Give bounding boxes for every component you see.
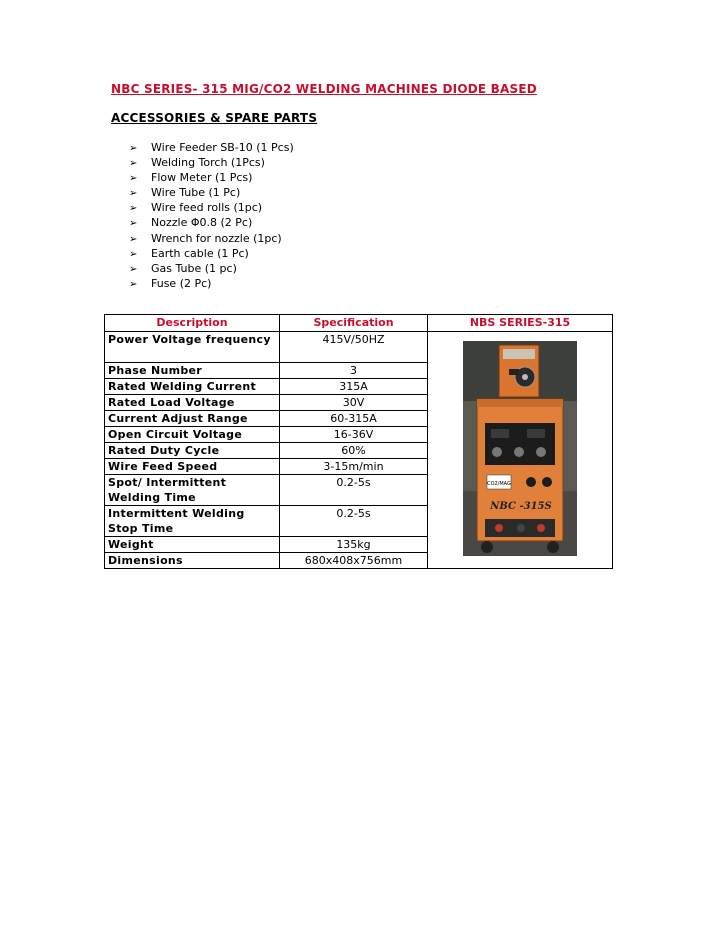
row-value: 0.2-5s [280,475,428,506]
column-header-specification: Specification [280,315,428,332]
row-value: 135kg [280,537,428,553]
welding-machine-image [463,341,577,556]
arrow-bullet-icon: ➢ [129,233,138,245]
accessories-list [129,140,294,291]
row-label: Phase Number [105,363,280,379]
row-value: 30V [280,395,428,411]
machine-photo-cell [428,332,613,569]
model-label: NBC -315S [490,500,552,512]
arrow-bullet-icon: ➢ [129,278,138,290]
row-value: 60-315A [280,411,428,427]
row-label: Power Voltage frequency [105,332,280,363]
table-row [105,332,613,363]
list-item: ➢ Nozzle Φ0.8 (2 Pc) [129,216,253,230]
row-label: Rated Welding Current [105,379,280,395]
arrow-bullet-icon: ➢ [129,203,138,215]
list-item: ➢ Wire feed rolls (1pc) [129,201,263,215]
list-item: ➢ Gas Tube (1 pc) [129,261,237,275]
arrow-bullet-icon: ➢ [129,158,138,170]
arrow-bullet-icon: ➢ [129,173,138,185]
row-value: 415V/50HZ [280,332,428,363]
row-label: Intermittent Welding Stop Time [105,506,280,537]
row-label: Rated Load Voltage [105,395,280,411]
arrow-bullet-icon: ➢ [129,263,138,275]
row-label: Wire Feed Speed [105,459,280,475]
column-header-model: NBS SERIES-315 [428,315,613,332]
arrow-bullet-icon: ➢ [129,143,138,154]
list-item: ➢ Wrench for nozzle (1pc) [129,231,282,245]
row-value: 3-15m/min [280,459,428,475]
list-item: ➢ Flow Meter (1 Pcs) [129,171,253,185]
document-title: NBC SERIES- 315 MIG/CO2 WELDING MACHINES DIODE BASED [111,82,537,96]
arrow-bullet-icon: ➢ [129,188,138,200]
table-header-row [105,315,613,332]
list-item: ➢ Fuse (2 Pc) [129,276,212,290]
arrow-bullet-icon: ➢ [129,248,138,260]
accessories-heading: ACCESSORIES & SPARE PARTS [111,111,318,125]
row-label: Open Circuit Voltage [105,427,280,443]
list-item: ➢ Welding Torch (1Pcs) [129,156,265,170]
arrow-bullet-icon: ➢ [129,218,138,230]
row-label: Current Adjust Range [105,411,280,427]
spec-table [104,314,613,569]
row-label: Dimensions [105,553,280,569]
row-value: 16-36V [280,427,428,443]
row-value: 60% [280,443,428,459]
row-label: Rated Duty Cycle [105,443,280,459]
row-label: Weight [105,537,280,553]
list-item: ➢ Earth cable (1 Pc) [129,246,249,260]
row-value: 315A [280,379,428,395]
row-value: 680x408x756mm [280,553,428,569]
panel-label: CO2/MAG [487,480,511,487]
row-label: Spot/ Intermittent Welding Time [105,475,280,506]
list-item: ➢ Wire Feeder SB-10 (1 Pcs) [129,141,294,154]
column-header-description: Description [105,315,280,332]
row-value: 3 [280,363,428,379]
list-item: ➢ Wire Tube (1 Pc) [129,186,241,200]
row-value: 0.2-5s [280,506,428,537]
